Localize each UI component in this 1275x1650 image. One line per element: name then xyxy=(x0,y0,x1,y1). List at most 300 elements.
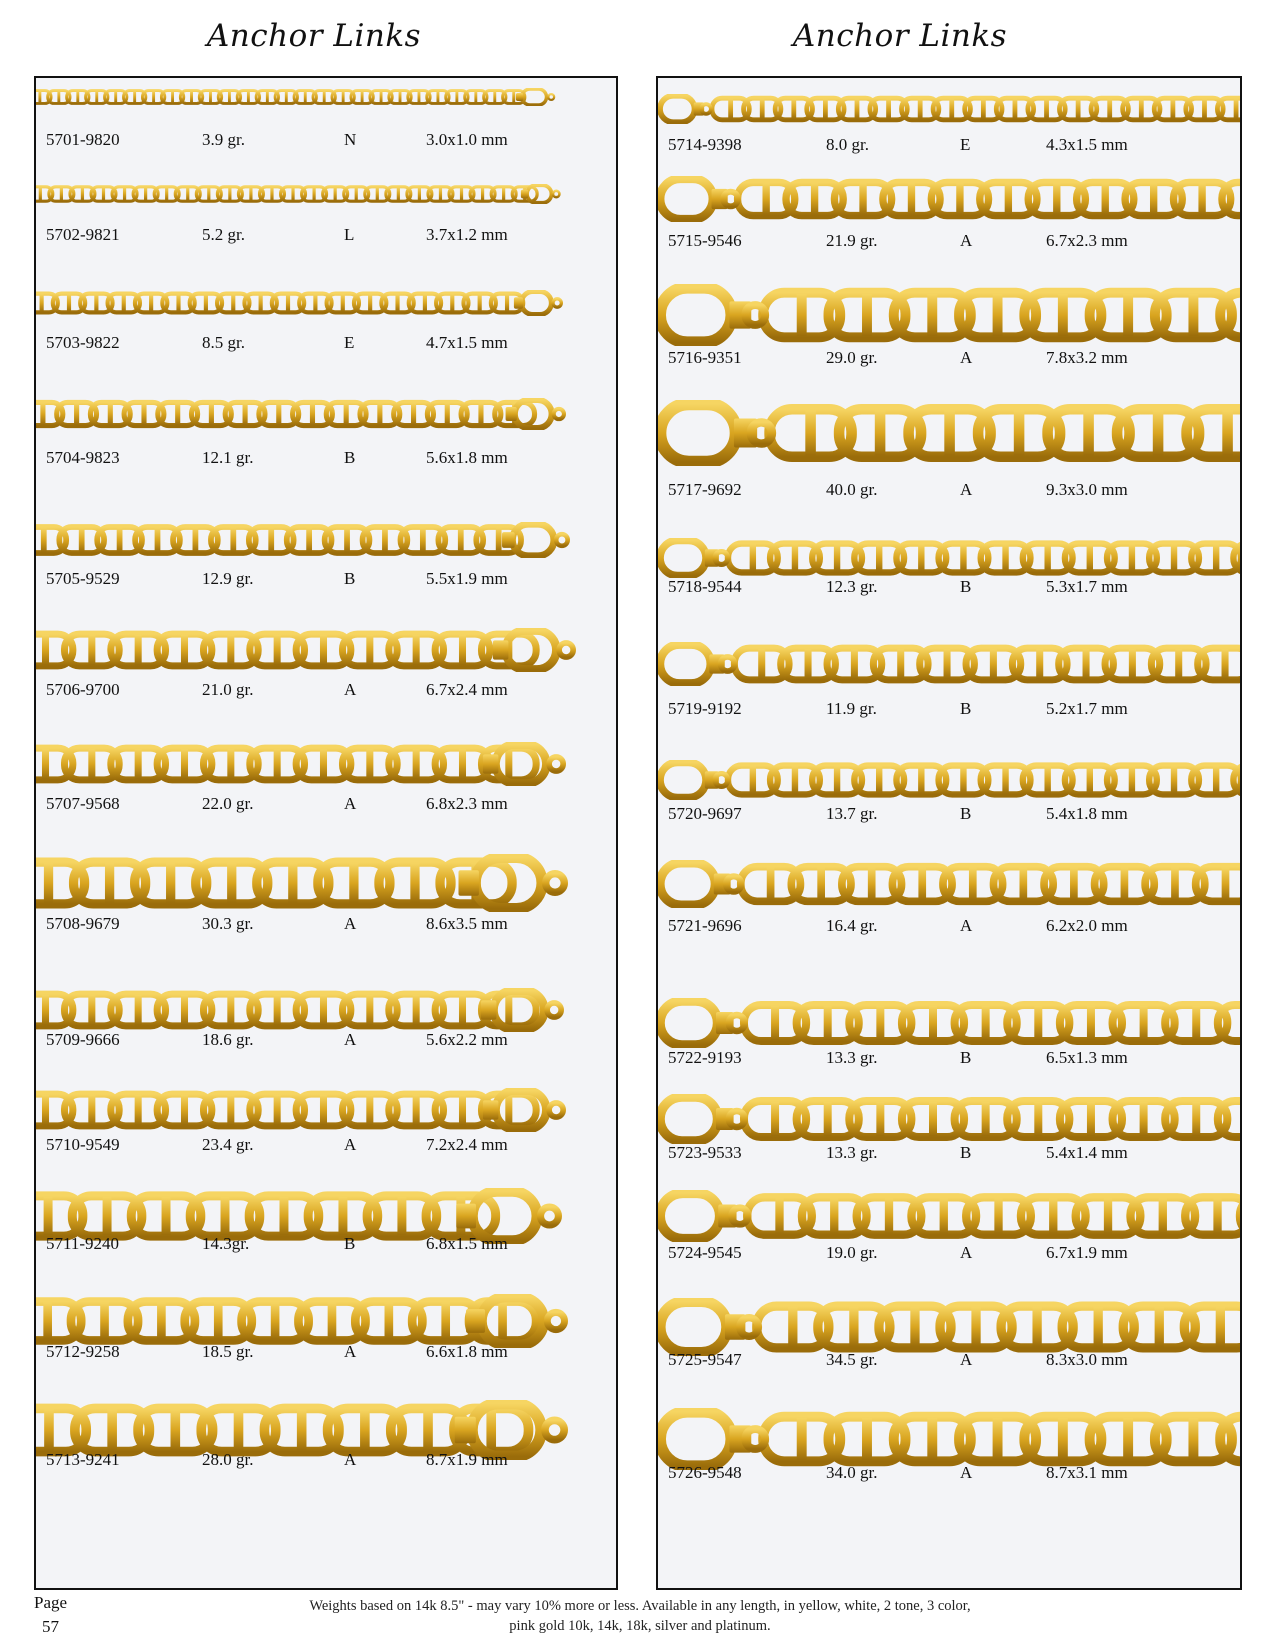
item-sku: 5701-9820 xyxy=(46,130,120,149)
chain-link-bar xyxy=(88,749,95,779)
chain-link-bar xyxy=(1140,1006,1148,1040)
chain-link-bar xyxy=(811,183,818,214)
product-item xyxy=(36,1400,616,1474)
chain-link-bar xyxy=(436,91,439,103)
item-sku: 5715-9546 xyxy=(668,231,742,250)
chain-link-bar xyxy=(1123,1418,1133,1460)
chain-link-bar xyxy=(1123,294,1133,336)
chain-link-bar xyxy=(76,91,79,103)
chain-link-bar xyxy=(459,995,466,1025)
chain-link-bar xyxy=(927,1418,937,1460)
chain-link-bar xyxy=(171,1410,181,1451)
chain-link-bar xyxy=(940,1198,948,1233)
chain-photo xyxy=(36,290,563,316)
item-grade: A xyxy=(960,1463,973,1482)
chain-link-bar xyxy=(1083,411,1094,456)
chain-link-bar xyxy=(227,749,234,779)
chain-link-bar xyxy=(175,403,180,425)
chain-link-bar xyxy=(993,1418,1003,1460)
chain-link-bar xyxy=(181,995,188,1025)
left-column-title: Anchor Links xyxy=(206,18,422,54)
chain-link-bar xyxy=(176,294,180,312)
chain-link-bar xyxy=(1102,183,1109,214)
lobster-clasp xyxy=(660,540,728,575)
chain-link-bar xyxy=(982,1102,990,1136)
item-weight: 22.0 gr. xyxy=(202,794,254,813)
item-weight: 12.9 gr. xyxy=(202,569,254,588)
chain-link-bar xyxy=(797,1418,807,1460)
lobster-clasp xyxy=(660,404,772,462)
chain-photo xyxy=(36,742,566,786)
chain-link-bar xyxy=(1076,99,1081,119)
chain-link-bar xyxy=(135,749,142,779)
chain-link-bar xyxy=(949,99,954,119)
item-sku: 5705-9529 xyxy=(46,569,120,588)
item-weight: 3.9 gr. xyxy=(202,130,245,149)
chain-link-bar xyxy=(868,868,876,901)
item-grade: A xyxy=(344,914,357,933)
product-item xyxy=(36,522,616,593)
product-item xyxy=(36,742,616,818)
item-weight: 12.3 gr. xyxy=(826,577,878,596)
chain-link-bar xyxy=(1202,99,1207,119)
chain-link-bar xyxy=(876,766,882,793)
chain-link-bar xyxy=(1192,1006,1200,1040)
chain-link-bar xyxy=(166,863,175,902)
chain-link-bar xyxy=(496,528,502,552)
chain-link-bar xyxy=(505,1095,512,1125)
chain-link-bar xyxy=(929,1102,937,1136)
chain-link-bar xyxy=(875,411,886,456)
lobster-clasp xyxy=(660,1001,745,1045)
item-size: 6.8x2.3 mm xyxy=(426,794,508,813)
chain-link-bar xyxy=(1002,544,1008,571)
item-size: 6.5x1.3 mm xyxy=(1046,1048,1128,1067)
chain-link-bar xyxy=(227,995,234,1025)
chain-link-bar xyxy=(876,1006,884,1040)
chain-link-bar xyxy=(234,1410,244,1451)
item-weight: 19.0 gr. xyxy=(826,1243,878,1262)
chain-link-bar xyxy=(320,749,327,779)
chain-link-bar xyxy=(276,403,281,425)
chain-link-bar xyxy=(42,1095,49,1125)
chain-link-bar xyxy=(897,649,904,679)
item-sku: 5720-9697 xyxy=(668,804,742,823)
chain-link-bar xyxy=(1005,183,1012,214)
chain-link-bar xyxy=(43,1303,52,1340)
chain-link-bar xyxy=(910,1307,919,1346)
chain-link-bar xyxy=(103,1197,112,1235)
lobster-clasp xyxy=(660,96,711,122)
item-grade: A xyxy=(344,680,357,699)
chain-link-bar xyxy=(1036,649,1043,679)
lobster-clasp xyxy=(660,1301,758,1352)
chain-link-bar xyxy=(243,403,248,425)
item-grade: A xyxy=(344,1135,357,1154)
chain-link-bar xyxy=(1034,1102,1042,1136)
chain-link-bar xyxy=(1192,1102,1200,1136)
lobster-clasp xyxy=(660,1097,745,1141)
chain-link-bar xyxy=(338,1197,347,1235)
chain-photo xyxy=(36,184,561,204)
chain-link-bar xyxy=(247,91,250,103)
item-grade: B xyxy=(960,577,972,596)
chain-link-bar xyxy=(297,1410,307,1451)
item-weight: 16.4 gr. xyxy=(826,916,878,935)
chain-link-bar xyxy=(397,187,400,201)
chain-link-bar xyxy=(361,91,364,103)
chain-link-bar xyxy=(1044,766,1050,793)
chain-link-bar xyxy=(1234,99,1239,119)
chain-link-bar xyxy=(95,91,98,103)
item-size: 6.7x2.3 mm xyxy=(1046,231,1128,250)
product-item xyxy=(658,284,1240,372)
chain-link-bar xyxy=(876,544,882,571)
chain-link-bar xyxy=(266,91,269,103)
chain-link-bar xyxy=(439,187,442,201)
item-size: 8.7x3.1 mm xyxy=(1046,1463,1128,1482)
chain-link-bar xyxy=(460,187,463,201)
chain-link-bar xyxy=(1014,411,1025,456)
chain-link-bar xyxy=(481,187,484,201)
item-size: 4.7x1.5 mm xyxy=(426,333,508,352)
chain-link-bar xyxy=(209,91,212,103)
product-item xyxy=(658,176,1240,255)
item-size: 7.8x3.2 mm xyxy=(1046,348,1128,367)
chain-link-bar xyxy=(274,1095,281,1125)
chain-link-bar xyxy=(181,1095,188,1125)
chain-link-bar xyxy=(108,403,113,425)
chain-link-bar xyxy=(152,91,155,103)
item-size: 5.3x1.7 mm xyxy=(1046,577,1128,596)
chain-link-bar xyxy=(1170,99,1175,119)
item-weight: 14.3gr. xyxy=(202,1234,250,1253)
chain-link-bar xyxy=(74,403,79,425)
chain-link-bar xyxy=(368,294,372,312)
chain-link-bar xyxy=(886,99,891,119)
item-size: 4.3x1.5 mm xyxy=(1046,135,1128,154)
chain-link-bar xyxy=(349,863,358,902)
chain-link-bar xyxy=(366,995,373,1025)
chain-photo xyxy=(658,1408,1240,1470)
chain-link-bar xyxy=(40,294,44,312)
chain-link-bar xyxy=(228,187,231,201)
page-number: 57 xyxy=(42,1617,59,1636)
chain-link-bar xyxy=(1094,1307,1103,1346)
chain-link-bar xyxy=(486,1410,496,1451)
product-item xyxy=(658,1094,1240,1167)
chain-link-bar xyxy=(88,995,95,1025)
product-item xyxy=(36,854,616,938)
chain-link-bar xyxy=(1222,868,1230,901)
chain-link-bar xyxy=(969,868,977,901)
chain-link-bar xyxy=(851,649,858,679)
item-sku: 5716-9351 xyxy=(668,348,742,367)
chain-photo xyxy=(658,760,1240,800)
chain-link-bar xyxy=(1171,766,1177,793)
chain-link-bar xyxy=(286,294,290,312)
product-item xyxy=(36,628,616,704)
chain-link-bar xyxy=(88,1095,95,1125)
product-item xyxy=(36,1294,616,1366)
chain-link-bar xyxy=(805,649,812,679)
item-grade: B xyxy=(344,569,356,588)
chain-link-bar xyxy=(38,91,41,103)
chain-link-bar xyxy=(306,528,312,552)
lobster-clasp xyxy=(660,179,738,219)
chain-link-bar xyxy=(360,1410,370,1451)
item-weight: 21.9 gr. xyxy=(826,231,878,250)
chain-link-bar xyxy=(1087,1006,1095,1040)
chain-link-bar xyxy=(862,294,872,336)
chain-link-bar xyxy=(1058,294,1068,336)
chain-link-bar xyxy=(341,294,345,312)
item-grade: A xyxy=(344,1342,357,1361)
chain-link-bar xyxy=(135,635,142,665)
chain-link-bar xyxy=(908,183,915,214)
chain-link-bar xyxy=(849,1307,858,1346)
chain-link-bar xyxy=(418,91,421,103)
item-size: 6.7x2.4 mm xyxy=(426,680,508,699)
item-sku: 5712-9258 xyxy=(46,1342,120,1361)
chain-link-bar xyxy=(227,1095,234,1125)
chain-photo xyxy=(658,1094,1240,1144)
item-weight: 13.7 gr. xyxy=(826,804,878,823)
chain-link-bar xyxy=(209,403,214,425)
item-weight: 28.0 gr. xyxy=(202,1450,254,1469)
chain-link-bar xyxy=(186,187,189,201)
chain-link-bar xyxy=(271,1303,280,1340)
chain-link-bar xyxy=(982,1006,990,1040)
chain-photo xyxy=(658,400,1240,466)
chain-link-bar xyxy=(395,294,399,312)
chain-link-bar xyxy=(834,544,840,571)
product-item xyxy=(36,1088,616,1159)
chain-link-bar xyxy=(39,187,42,201)
item-grade: A xyxy=(344,1030,357,1049)
chain-link-bar xyxy=(1107,99,1112,119)
chain-link-bar xyxy=(366,635,373,665)
item-size: 9.3x3.0 mm xyxy=(1046,480,1128,499)
item-size: 6.7x1.9 mm xyxy=(1046,1243,1128,1262)
item-sku: 5726-9548 xyxy=(668,1463,742,1482)
chain-link-bar xyxy=(834,766,840,793)
chain-link-bar xyxy=(775,1198,783,1233)
chain-link-bar xyxy=(413,749,420,779)
chain-link-bar xyxy=(505,749,512,779)
chain-link-bar xyxy=(413,995,420,1025)
chain-link-bar xyxy=(44,863,53,902)
chain-link-bar xyxy=(249,187,252,201)
item-sku: 5710-9549 xyxy=(46,1135,120,1154)
chain-link-bar xyxy=(310,403,315,425)
chain-link-bar xyxy=(474,91,477,103)
item-size: 5.2x1.7 mm xyxy=(1046,699,1128,718)
chain-link-bar xyxy=(274,749,281,779)
chain-link-bar xyxy=(274,635,281,665)
chain-link-bar xyxy=(41,528,47,552)
item-sku: 5717-9692 xyxy=(668,480,742,499)
chain-photo xyxy=(658,538,1240,578)
chain-link-bar xyxy=(344,403,349,425)
item-weight: 34.0 gr. xyxy=(826,1463,878,1482)
chain-link-bar xyxy=(133,91,136,103)
chain-link-bar xyxy=(227,863,236,902)
product-item xyxy=(658,1190,1240,1267)
product-item xyxy=(658,760,1240,828)
chain-link-bar xyxy=(102,187,105,201)
chain-link-bar xyxy=(1188,1418,1198,1460)
item-grade: A xyxy=(960,348,973,367)
chain-link-bar xyxy=(493,91,496,103)
chain-link-bar xyxy=(377,403,382,425)
item-size: 6.6x1.8 mm xyxy=(426,1342,508,1361)
chain-link-bar xyxy=(413,635,420,665)
chain-link-bar xyxy=(411,403,416,425)
chain-link-bar xyxy=(88,635,95,665)
chain-link-bar xyxy=(270,187,273,201)
chain-link-bar xyxy=(1013,99,1018,119)
chain-link-bar xyxy=(918,99,923,119)
chain-photo xyxy=(658,998,1240,1048)
chain-link-bar xyxy=(512,91,515,103)
item-size: 8.6x3.5 mm xyxy=(426,914,508,933)
chain-link-bar xyxy=(1140,1102,1148,1136)
chain-link-bar xyxy=(44,1410,54,1451)
chain-link-bar xyxy=(323,91,326,103)
product-item xyxy=(36,988,616,1054)
chain-link-bar xyxy=(228,91,231,103)
chain-link-bar xyxy=(929,1006,937,1040)
chain-link-bar xyxy=(423,1410,433,1451)
item-grade: B xyxy=(344,448,356,467)
chain-photo xyxy=(658,176,1240,222)
chain-link-bar xyxy=(382,528,388,552)
item-grade: E xyxy=(960,135,971,154)
item-sku: 5719-9192 xyxy=(668,699,742,718)
chain-photo xyxy=(36,628,576,672)
chain-link-bar xyxy=(42,635,49,665)
chain-link-bar xyxy=(971,1307,980,1346)
chain-link-bar xyxy=(285,91,288,103)
chain-link-bar xyxy=(117,528,123,552)
chain-link-bar xyxy=(355,187,358,201)
chain-link-bar xyxy=(1222,649,1229,679)
chain-link-bar xyxy=(123,187,126,201)
chain-link-bar xyxy=(380,91,383,103)
chain-link-bar xyxy=(862,1418,872,1460)
item-grade: L xyxy=(344,225,355,244)
chain-link-bar xyxy=(817,868,825,901)
item-weight: 40.0 gr. xyxy=(826,480,878,499)
chain-link-bar xyxy=(792,766,798,793)
product-item xyxy=(658,538,1240,601)
chain-link-bar xyxy=(1213,1198,1221,1233)
chain-photo xyxy=(36,398,566,430)
item-sku: 5725-9547 xyxy=(668,1350,742,1369)
item-grade: A xyxy=(960,1350,973,1369)
chain-link-bar xyxy=(797,294,807,336)
item-weight: 29.0 gr. xyxy=(826,348,878,367)
chain-link-bar xyxy=(478,403,483,425)
chain-link-bar xyxy=(1171,868,1179,901)
chain-link-bar xyxy=(1083,649,1090,679)
item-sku: 5723-9533 xyxy=(668,1143,742,1162)
lobster-clasp xyxy=(660,645,735,684)
chain-photo xyxy=(658,94,1240,124)
chain-link-bar xyxy=(805,411,816,456)
chain-link-bar xyxy=(1213,766,1219,793)
chain-link-bar xyxy=(1171,544,1177,571)
chain-link-bar xyxy=(313,294,317,312)
chain-link-bar xyxy=(81,187,84,201)
chain-photo xyxy=(658,860,1240,908)
item-sku: 5707-9568 xyxy=(46,794,120,813)
chain-link-bar xyxy=(1070,868,1078,901)
chain-link-bar xyxy=(885,1198,893,1233)
chain-link-bar xyxy=(1087,544,1093,571)
chain-link-bar xyxy=(792,544,798,571)
chain-link-bar xyxy=(445,403,450,425)
chain-link-bar xyxy=(399,91,402,103)
chain-link-bar xyxy=(144,187,147,201)
item-sku: 5708-9679 xyxy=(46,914,120,933)
chain-link-bar xyxy=(859,183,866,214)
chain-link-bar xyxy=(214,1303,223,1340)
chain-link-bar xyxy=(505,995,512,1025)
product-item xyxy=(36,290,616,357)
chain-photo xyxy=(658,1190,1240,1242)
item-weight: 18.6 gr. xyxy=(202,1030,254,1049)
item-weight: 23.4 gr. xyxy=(202,1135,254,1154)
chain-link-bar xyxy=(79,528,85,552)
chain-link-bar xyxy=(502,187,505,201)
item-weight: 13.3 gr. xyxy=(826,1048,878,1067)
item-weight: 30.3 gr. xyxy=(202,914,254,933)
chain-link-bar xyxy=(366,1095,373,1125)
chain-link-bar xyxy=(105,863,114,902)
chain-link-bar xyxy=(94,294,98,312)
chain-link-bar xyxy=(824,1006,832,1040)
chain-link-bar xyxy=(231,294,235,312)
chain-link-bar xyxy=(1129,766,1135,793)
item-size: 3.7x1.2 mm xyxy=(426,225,508,244)
chain-link-bar xyxy=(320,995,327,1025)
item-sku: 5721-9696 xyxy=(668,916,742,935)
chain-link-bar xyxy=(1019,868,1027,901)
chain-link-bar xyxy=(227,635,234,665)
chain-link-bar xyxy=(1198,183,1205,214)
chain-photo xyxy=(36,88,556,106)
chain-link-bar xyxy=(193,528,199,552)
chain-link-bar xyxy=(960,766,966,793)
chain-link-bar xyxy=(450,294,454,312)
chain-link-bar xyxy=(44,1197,53,1235)
chain-link-bar xyxy=(1058,1418,1068,1460)
product-item xyxy=(658,94,1240,159)
chain-link-bar xyxy=(855,99,860,119)
chain-photo xyxy=(36,854,568,912)
chain-link-bar xyxy=(762,183,769,214)
lobster-clasp xyxy=(660,762,728,797)
chain-link-bar xyxy=(1087,766,1093,793)
product-item xyxy=(658,860,1240,940)
chain-link-bar xyxy=(960,544,966,571)
page-label: Page xyxy=(34,1593,68,1612)
item-sku: 5702-9821 xyxy=(46,225,120,244)
chain-link-bar xyxy=(171,91,174,103)
chain-link-bar xyxy=(876,1102,884,1136)
